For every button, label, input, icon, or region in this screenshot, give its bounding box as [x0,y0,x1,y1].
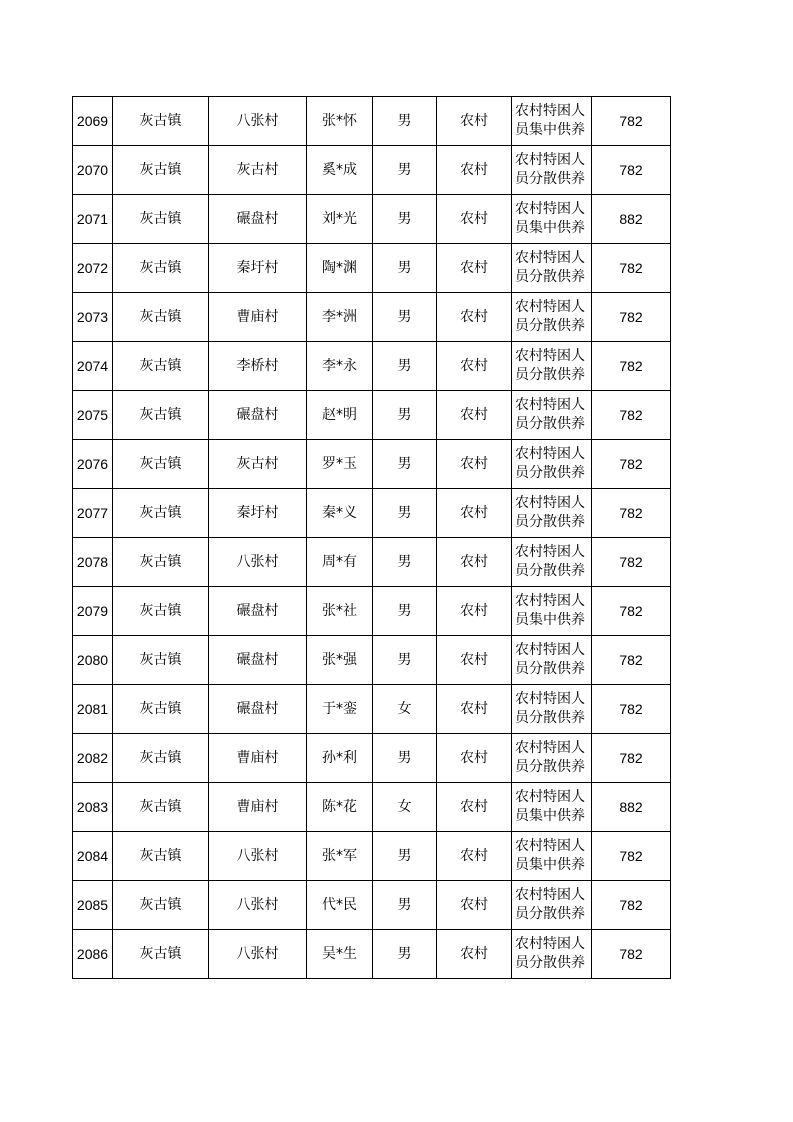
cell-person-name: 罗*玉 [307,440,373,489]
cell-town: 灰古镇 [113,930,209,979]
table-row [73,146,671,195]
cell-village: 灰古村 [209,440,307,489]
cell-serial-number: 2079 [73,587,113,636]
cell-person-name: 陈*花 [307,783,373,832]
cell-person-name: 张*强 [307,636,373,685]
cell-town: 灰古镇 [113,97,209,146]
cell-village: 秦圩村 [209,244,307,293]
cell-amount: 782 [592,734,671,783]
cell-town: 灰古镇 [113,342,209,391]
cell-gender: 男 [373,195,437,244]
cell-town: 灰古镇 [113,636,209,685]
cell-amount: 782 [592,293,671,342]
cell-amount: 782 [592,440,671,489]
cell-village: 八张村 [209,832,307,881]
cell-area-type: 农村 [437,97,512,146]
cell-amount: 782 [592,685,671,734]
cell-support-category: 农村特困人员分散供养 [512,881,592,930]
cell-serial-number: 2069 [73,97,113,146]
cell-village: 碾盘村 [209,391,307,440]
cell-gender: 男 [373,440,437,489]
cell-amount: 782 [592,881,671,930]
cell-serial-number: 2074 [73,342,113,391]
cell-gender: 男 [373,391,437,440]
table-row [73,538,671,587]
table-row [73,636,671,685]
table-row [73,293,671,342]
cell-serial-number: 2083 [73,783,113,832]
cell-gender: 男 [373,342,437,391]
cell-person-name: 张*社 [307,587,373,636]
cell-area-type: 农村 [437,832,512,881]
cell-area-type: 农村 [437,783,512,832]
cell-village: 八张村 [209,881,307,930]
cell-village: 曹庙村 [209,783,307,832]
table-row [73,440,671,489]
cell-town: 灰古镇 [113,685,209,734]
cell-support-category: 农村特困人员分散供养 [512,342,592,391]
cell-support-category: 农村特困人员分散供养 [512,440,592,489]
cell-gender: 男 [373,293,437,342]
cell-town: 灰古镇 [113,587,209,636]
cell-village: 灰古村 [209,146,307,195]
cell-person-name: 奚*成 [307,146,373,195]
cell-area-type: 农村 [437,489,512,538]
cell-area-type: 农村 [437,734,512,783]
table-row [73,489,671,538]
cell-person-name: 张*军 [307,832,373,881]
cell-amount: 782 [592,636,671,685]
cell-support-category: 农村特困人员分散供养 [512,685,592,734]
cell-town: 灰古镇 [113,391,209,440]
cell-serial-number: 2071 [73,195,113,244]
cell-area-type: 农村 [437,244,512,293]
cell-amount: 882 [592,783,671,832]
table-row [73,832,671,881]
cell-person-name: 赵*明 [307,391,373,440]
cell-amount: 882 [592,195,671,244]
cell-support-category: 农村特困人员集中供养 [512,195,592,244]
cell-support-category: 农村特困人员分散供养 [512,244,592,293]
cell-area-type: 农村 [437,391,512,440]
cell-gender: 男 [373,734,437,783]
cell-person-name: 张*怀 [307,97,373,146]
cell-town: 灰古镇 [113,146,209,195]
cell-town: 灰古镇 [113,832,209,881]
cell-support-category: 农村特困人员分散供养 [512,930,592,979]
cell-amount: 782 [592,97,671,146]
cell-gender: 女 [373,685,437,734]
cell-area-type: 农村 [437,538,512,587]
cell-person-name: 陶*渊 [307,244,373,293]
cell-serial-number: 2085 [73,881,113,930]
table-row [73,342,671,391]
cell-gender: 男 [373,881,437,930]
cell-village: 八张村 [209,97,307,146]
cell-gender: 女 [373,783,437,832]
cell-area-type: 农村 [437,440,512,489]
cell-area-type: 农村 [437,342,512,391]
cell-support-category: 农村特困人员分散供养 [512,538,592,587]
cell-gender: 男 [373,489,437,538]
cell-area-type: 农村 [437,293,512,342]
cell-person-name: 李*永 [307,342,373,391]
cell-amount: 782 [592,391,671,440]
cell-support-category: 农村特困人员分散供养 [512,391,592,440]
cell-area-type: 农村 [437,685,512,734]
cell-gender: 男 [373,587,437,636]
cell-serial-number: 2070 [73,146,113,195]
cell-village: 八张村 [209,930,307,979]
cell-serial-number: 2080 [73,636,113,685]
table-row [73,930,671,979]
table-row [73,195,671,244]
cell-village: 曹庙村 [209,734,307,783]
cell-town: 灰古镇 [113,734,209,783]
cell-support-category: 农村特困人员集中供养 [512,587,592,636]
cell-serial-number: 2075 [73,391,113,440]
cell-town: 灰古镇 [113,783,209,832]
cell-gender: 男 [373,146,437,195]
cell-area-type: 农村 [437,195,512,244]
cell-gender: 男 [373,97,437,146]
beneficiary-table [72,96,671,979]
cell-support-category: 农村特困人员分散供养 [512,636,592,685]
cell-area-type: 农村 [437,636,512,685]
cell-village: 八张村 [209,538,307,587]
cell-amount: 782 [592,930,671,979]
cell-amount: 782 [592,832,671,881]
cell-gender: 男 [373,538,437,587]
cell-area-type: 农村 [437,146,512,195]
cell-village: 碾盘村 [209,636,307,685]
cell-person-name: 李*洲 [307,293,373,342]
cell-village: 曹庙村 [209,293,307,342]
cell-person-name: 吴*生 [307,930,373,979]
cell-serial-number: 2084 [73,832,113,881]
cell-serial-number: 2086 [73,930,113,979]
table-body [73,97,671,979]
cell-person-name: 孙*利 [307,734,373,783]
cell-area-type: 农村 [437,881,512,930]
cell-village: 李桥村 [209,342,307,391]
cell-village: 碾盘村 [209,685,307,734]
table-row [73,391,671,440]
cell-gender: 男 [373,832,437,881]
cell-serial-number: 2076 [73,440,113,489]
cell-support-category: 农村特困人员集中供养 [512,832,592,881]
cell-village: 碾盘村 [209,195,307,244]
cell-village: 碾盘村 [209,587,307,636]
table-row [73,587,671,636]
cell-gender: 男 [373,930,437,979]
cell-serial-number: 2073 [73,293,113,342]
cell-town: 灰古镇 [113,489,209,538]
cell-gender: 男 [373,244,437,293]
cell-amount: 782 [592,244,671,293]
cell-person-name: 于*銮 [307,685,373,734]
cell-amount: 782 [592,342,671,391]
cell-support-category: 农村特困人员集中供养 [512,97,592,146]
cell-town: 灰古镇 [113,195,209,244]
cell-area-type: 农村 [437,587,512,636]
cell-amount: 782 [592,146,671,195]
cell-support-category: 农村特困人员分散供养 [512,146,592,195]
cell-person-name: 秦*义 [307,489,373,538]
cell-person-name: 周*有 [307,538,373,587]
cell-town: 灰古镇 [113,440,209,489]
table-row [73,734,671,783]
cell-person-name: 刘*光 [307,195,373,244]
cell-town: 灰古镇 [113,293,209,342]
cell-serial-number: 2081 [73,685,113,734]
table-row [73,97,671,146]
cell-serial-number: 2082 [73,734,113,783]
cell-town: 灰古镇 [113,881,209,930]
cell-town: 灰古镇 [113,244,209,293]
cell-support-category: 农村特困人员分散供养 [512,293,592,342]
cell-town: 灰古镇 [113,538,209,587]
cell-area-type: 农村 [437,930,512,979]
cell-amount: 782 [592,489,671,538]
cell-serial-number: 2072 [73,244,113,293]
table-row [73,783,671,832]
cell-village: 秦圩村 [209,489,307,538]
cell-serial-number: 2077 [73,489,113,538]
table-row [73,881,671,930]
cell-serial-number: 2078 [73,538,113,587]
table-row [73,244,671,293]
cell-amount: 782 [592,538,671,587]
cell-support-category: 农村特困人员分散供养 [512,489,592,538]
table-row [73,685,671,734]
cell-amount: 782 [592,587,671,636]
cell-gender: 男 [373,636,437,685]
cell-support-category: 农村特困人员集中供养 [512,783,592,832]
cell-person-name: 代*民 [307,881,373,930]
cell-support-category: 农村特困人员分散供养 [512,734,592,783]
